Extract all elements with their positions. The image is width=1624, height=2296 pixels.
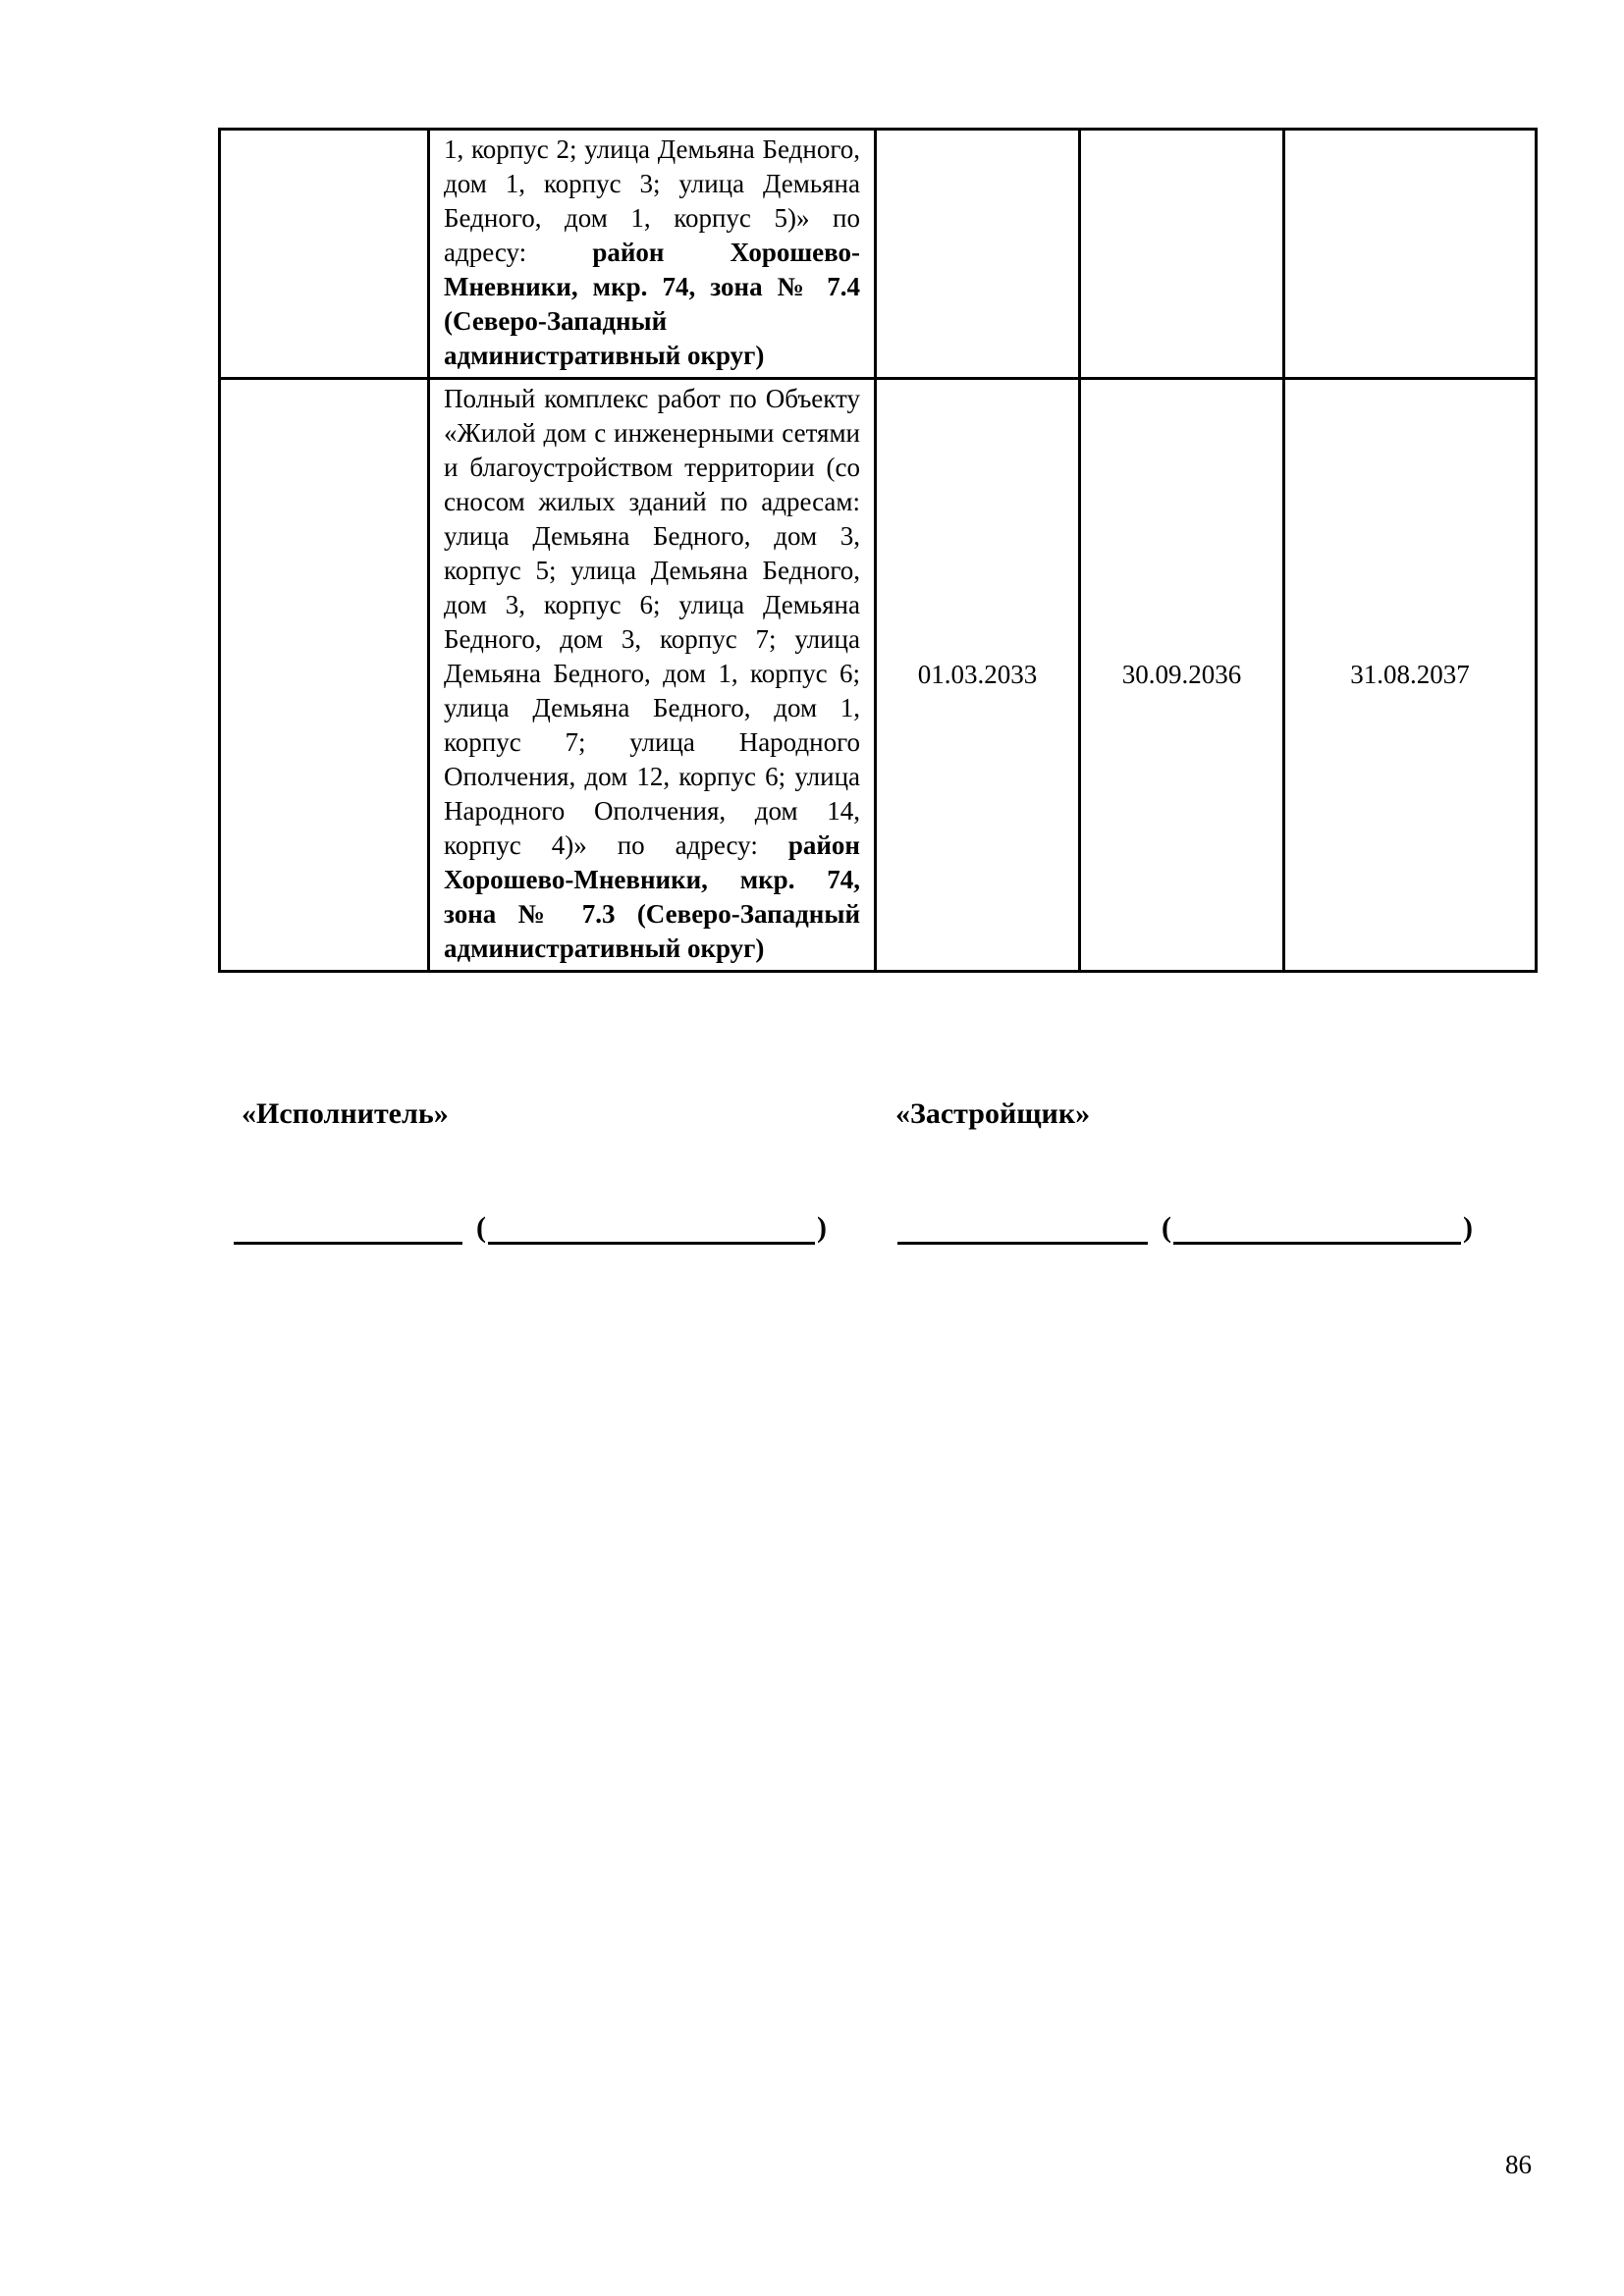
close-paren: ) bbox=[1463, 1211, 1473, 1244]
executor-signature-line bbox=[234, 1216, 462, 1245]
developer-name-line bbox=[1173, 1216, 1461, 1245]
close-paren: ) bbox=[817, 1211, 827, 1244]
open-paren: ( bbox=[1162, 1211, 1171, 1244]
final-date-cell bbox=[1284, 130, 1537, 379]
executor-name-line bbox=[488, 1216, 815, 1245]
object-description-cell bbox=[429, 379, 876, 972]
open-paren: ( bbox=[476, 1211, 486, 1244]
start-date-cell: 01.03.2033 bbox=[876, 379, 1080, 972]
developer-label: «Застройщик» bbox=[895, 1097, 1091, 1130]
final-date-cell: 31.08.2037 bbox=[1284, 379, 1537, 972]
object-address-bold: район Хорошево-Мневники, мкр. 74, зона № 7.3 (Северо-Западный административный округ) bbox=[444, 830, 860, 963]
table-row bbox=[220, 379, 1537, 972]
start-date-cell bbox=[876, 130, 1080, 379]
object-description-cell bbox=[429, 130, 876, 379]
row-number-cell bbox=[220, 130, 429, 379]
end-date-cell: 30.09.2036 bbox=[1080, 379, 1284, 972]
executor-signature-block bbox=[234, 1211, 829, 1245]
executor-label: «Исполнитель» bbox=[242, 1097, 449, 1130]
schedule-table bbox=[218, 128, 1538, 973]
end-date-cell bbox=[1080, 130, 1284, 379]
page-number: 86 bbox=[1505, 2150, 1532, 2179]
developer-signature-line bbox=[897, 1216, 1148, 1245]
row-number-cell bbox=[220, 379, 429, 972]
object-address-bold: район Хорошево-Мневники, мкр. 74, зона № 7.4 (Северо-Западный административный округ) bbox=[444, 238, 861, 370]
table-row bbox=[220, 130, 1537, 379]
object-description-text: Полный комплекс работ по Объекту «Жилой дом с инженерными сетями и благоустройством территории (со сносом жилых зданий по адресам: улица Демьяна Бедного, дом 3, корпус 5; улица Демьяна Бедного, дом 3, корпус 6; улица Демьяна Бедного, дом 3, корпус 7; улица Демьяна Бедного, дом 1, корпус 6; улица Демьяна Бедного, дом 1, корпус 7; улица Народного Ополчения, дом 12, корпус 6; улица Народного Ополчения, дом 14, корпус 4)» по адресу: bbox=[444, 384, 860, 860]
developer-signature-block bbox=[897, 1211, 1475, 1245]
object-description-text: 1, корпус 2; улица Демьяна Бедного, дом 1, корпус 3; улица Демьяна Бедного, дом 1, корпус 5)» по адресу: bbox=[444, 134, 860, 267]
